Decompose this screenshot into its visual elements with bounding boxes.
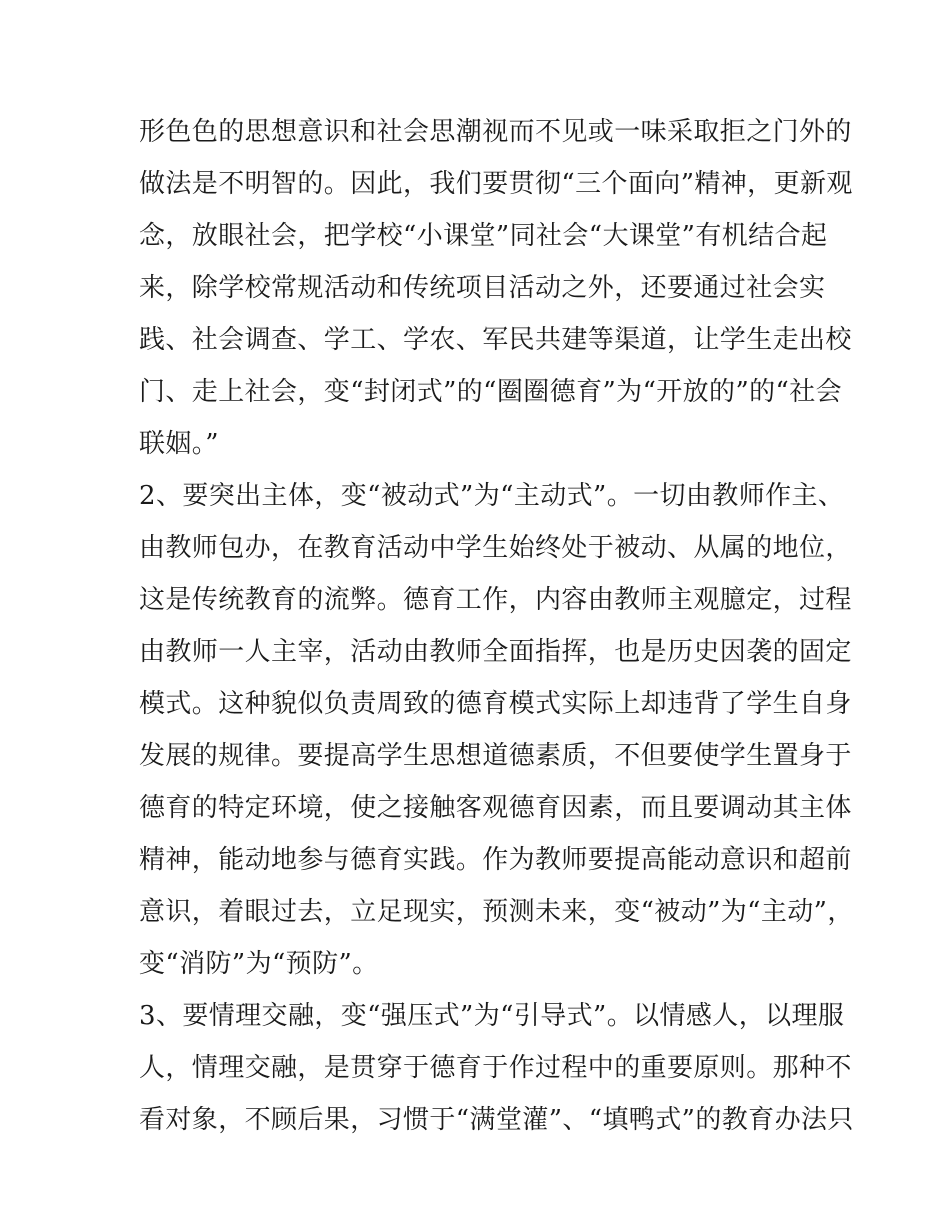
- text-line: 3、要情理交融，变“强压式”为“引导式”。以情感人，以理服: [139, 1001, 845, 1031]
- text-line: 念，放眼社会，把学校“小课堂”同社会“大课堂”有机结合起: [139, 221, 828, 251]
- text-line: 模式。这种貌似负责周致的德育模式实际上却违背了学生自身: [139, 689, 852, 719]
- text-line: 意识，着眼过去，立足现实，预测未来，变“被动”为“主动”，: [139, 897, 854, 927]
- text-line: 来，除学校常规活动和传统项目活动之外，还要通过社会实: [139, 273, 826, 303]
- text-line: 看对象，不顾后果，习惯于“满堂灌”、“填鸭式”的教育办法只: [139, 1105, 854, 1135]
- text-line: 形色色的思想意识和社会思潮视而不见或一味采取拒之门外的: [139, 117, 852, 147]
- text-line: 精神，能动地参与德育实践。作为教师要提高能动意识和超前: [139, 845, 852, 875]
- text-line: 联姻。”: [139, 429, 219, 459]
- text-line: 由教师包办，在教育活动中学生始终处于被动、从属的地位，: [139, 533, 852, 563]
- text-line: 门、走上社会，变“封闭式”的“圈圈德育”为“开放的”的“社会: [139, 377, 843, 407]
- text-line: 人，情理交融，是贯穿于德育于作过程中的重要原则。那种不: [139, 1053, 852, 1083]
- text-line: 由教师一人主宰，活动由教师全面指挥，也是历史因袭的固定: [139, 637, 852, 667]
- text-line: 变“消防”为“预防”。: [139, 949, 379, 979]
- text-line: 德育的特定环境，使之接触客观德育因素，而且要调动其主体: [139, 793, 852, 823]
- document-body: [139, 106, 854, 1146]
- text-line: 做法是不明智的。因此，我们要贯彻“三个面向”精神，更新观: [139, 169, 853, 199]
- text-line: 2、要突出主体，变“被动式”为“主动式”。一切由教师作主、: [139, 481, 845, 511]
- text-line: 践、社会调查、学工、学农、军民共建等渠道，让学生走出校: [139, 325, 852, 355]
- text-line: 这是传统教育的流弊。德育工作，内容由教师主观臆定，过程: [139, 585, 852, 615]
- text-line: 发展的规律。要提高学生思想道德素质，不但要使学生置身于: [139, 741, 852, 771]
